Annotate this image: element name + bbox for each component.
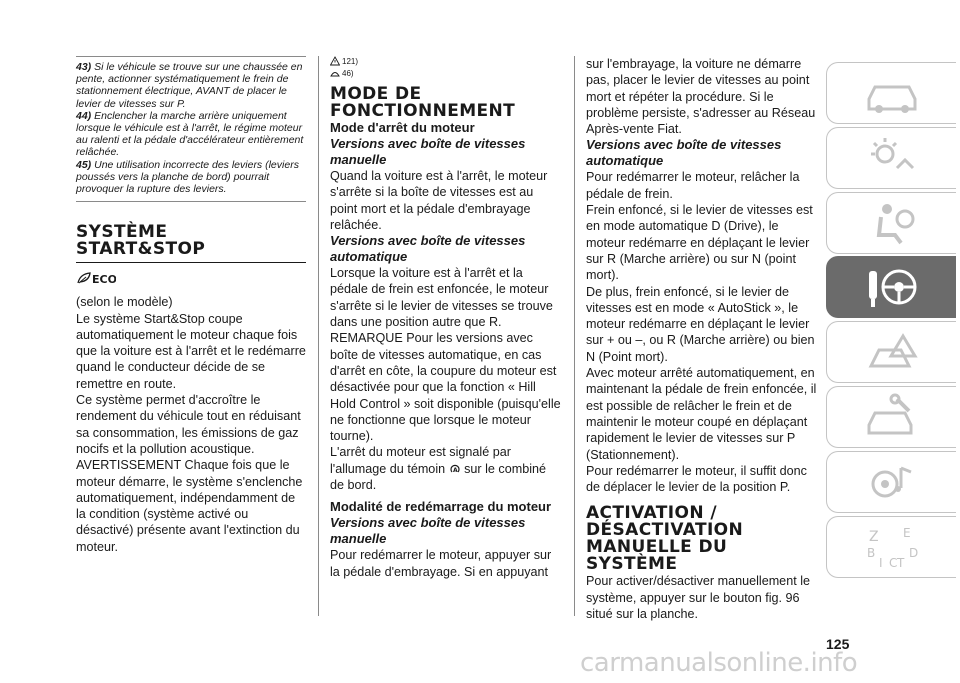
- section-heading-start-stop: SYSTÈME START&STOP: [76, 224, 306, 263]
- paragraph: De plus, frein enfoncé, si le levier de vitesses est en mode « AutoStick », le moteur redémarre en déplaçant le levier sur + ou –, ou R (Marche arrière) ou bien N (Point mort).: [586, 284, 815, 364]
- seat-airbag-icon: [861, 199, 923, 247]
- paragraph: Avec moteur arrêté automatiquement, en maintenant la pédale de frein enfoncée, il est possible de relâcher le frein et de maintenir le moteur coupé en déplaçant rapidement le levier de vitesses sur P (Stationnement).: [586, 366, 817, 462]
- svg-text:Z: Z: [868, 528, 879, 545]
- note-43: 43) Si le véhicule se trouve sur une chaussée en pente, actionner systématiquement le frein de stationnement électrique, AVANT de placer le levier de vitesses sur P.: [76, 61, 303, 110]
- column-divider: [318, 56, 319, 616]
- tab-car-dashboard[interactable]: [826, 62, 956, 124]
- column-divider: [574, 56, 575, 616]
- tab-car-accident[interactable]: [826, 321, 956, 383]
- paragraph: Pour redémarrer le moteur, relâcher la pédale de frein.: [586, 170, 800, 201]
- subheading: Versions avec boîte de vitesses automatique: [586, 137, 782, 169]
- paragraph: REMARQUE Pour les versions avec boîte de vitesses automatique, en cas d'arrêt en côte, la coupure du moteur est désactivée pour que la fonction « Hill Hold Control » soit disponible (puisqu'elle ne fonctionne que lorsque le moteur tourne).: [330, 331, 561, 444]
- column-left: [76, 56, 306, 555]
- car-accident-icon: [861, 328, 923, 376]
- svg-text:I: I: [878, 555, 883, 570]
- tab-lights-warning[interactable]: [826, 127, 956, 189]
- watermark: carmanualsonline.info: [580, 648, 858, 678]
- svg-text:A: A: [452, 466, 458, 474]
- paragraph: Pour redémarrer le moteur, appuyer sur la pédale d'embrayage. Si en appuyant: [330, 548, 552, 579]
- key-steering-wheel-icon: [861, 263, 923, 311]
- chapter-tabs: [826, 62, 960, 580]
- caution-icon: [330, 68, 340, 78]
- svg-text:ECO: ECO: [92, 273, 116, 286]
- multimedia-icon: [861, 458, 923, 506]
- paragraph: AVERTISSEMENT Chaque fois que le moteur démarre, le système s'enclenche automatiquement, indépendamment de la condition (système activé ou désactivé) présente avant l'extinction du moteur.: [76, 458, 303, 554]
- paragraph: L'arrêt du moteur est signalé par l'allumage du témoin A sur le combiné de bord.: [330, 445, 547, 493]
- eco-leaf-icon: [76, 271, 306, 290]
- start-stop-warning-icon: [449, 463, 461, 475]
- alphabetical-index-icon: [861, 523, 923, 571]
- paragraph: (selon le modèle): [76, 295, 173, 310]
- paragraph: Lorsque la voiture est à l'arrêt et la pédale de frein est enfoncée, le moteur s'arrête si le levier de vitesses se trouve dans une position autre que R.: [330, 266, 553, 330]
- subheading: Versions avec boîte de vitesses automatique: [330, 233, 526, 265]
- subheading: Mode d'arrêt du moteur: [330, 120, 475, 135]
- wrench-car-icon: [861, 393, 923, 441]
- paragraph: Pour activer/désactiver manuellement le système, appuyer sur le bouton fig. 96 situé sur la planche.: [586, 574, 810, 622]
- warning-ref-121: 121): [330, 56, 562, 66]
- page-number: 125: [826, 636, 850, 652]
- tab-multimedia[interactable]: [826, 451, 956, 513]
- svg-text:T: T: [896, 555, 904, 570]
- section-heading-mode: MODE DE: [330, 84, 422, 104]
- paragraph: Ce système permet d'accroître le rendement du véhicule tout en réduisant sa consommation, les émissions de gaz nocifs et la pollution acoustique.: [76, 393, 301, 456]
- subheading: Versions avec boîte de vitesses manuelle: [330, 515, 526, 547]
- warnings-box: [76, 56, 306, 202]
- subheading: Versions avec boîte de vitesses manuelle: [330, 136, 526, 167]
- paragraph: sur l'embrayage, la voiture ne démarre pas, placer le levier de vitesses au point mort et répéter la procédure. Si le problème persiste, s'adresser au Réseau Après-vente Fiat.: [586, 57, 816, 137]
- svg-text:B: B: [866, 545, 875, 560]
- svg-text:E: E: [902, 525, 911, 540]
- paragraph: Le système Start&Stop coupe automatiquement le moteur chaque fois que la voiture est à l'arrêt et le redémarre quand le conducteur décide de se remettre en route.: [76, 311, 306, 391]
- svg-text:C: C: [888, 555, 897, 570]
- lights-warning-icon: [861, 134, 923, 182]
- tab-seat-airbag[interactable]: [826, 192, 956, 254]
- paragraph: Frein enfoncé, si le levier de vitesses est en mode automatique D (Drive), le moteur redémarre en déplaçant le levier sur R (Marche arrière) ou sur N (point mort).: [586, 203, 813, 283]
- subheading: Modalité de redémarrage du moteur: [330, 499, 552, 515]
- car-dashboard-icon: [861, 69, 923, 117]
- column-middle: 121) 46) MODE DE FONCTIONNEMENT Mode d'arrêt du moteur Versions avec boîte de vitesses manuelle Quand la voiture est à l'arrêt, le moteur s'arrête si la boîte de vitesses est au point mort et la pédale d'embrayage relâchée. Versions avec boîte de vitesses automatique Lorsque la voiture est à l'arrêt et la pédale de frein est enfoncée, le moteur s'arrête si le levier de vitesses se trouve dans une position autre que R. REMARQUE Pour les versions avec boîte de vitesses automatique, en cas d'arrêt en côte, la coupure du moteur est désactivée pour que la fonction « Hill Hold Control » soit disponible (puisqu'elle ne fonctionne que lorsque le moteur tourne). L'arrêt du moteur est signalé par l'allumage du témoin A sur le combiné de bord. Modalité de redémarrage du moteur Versions avec boîte de vitesses manuelle Pour redémarrer le moteur, appuyer sur la pédale d'embrayage. Si en appuyant: [330, 56, 561, 579]
- tab-alphabetical-index[interactable]: [826, 516, 956, 578]
- tab-key-steering-wheel[interactable]: [826, 256, 956, 318]
- paragraph: Pour redémarrer le moteur, il suffit donc de déplacer le levier de la position P.: [586, 463, 807, 495]
- section-heading-activation: ACTIVATION /: [586, 503, 717, 524]
- note-44: 44) Enclencher la marche arrière uniquement lorsque le véhicule est à l'arrêt, le régime moteur au ralenti et la pédale d'accélérateur entièrement relâchée.: [76, 109, 304, 159]
- tab-wrench-car[interactable]: [826, 386, 956, 448]
- paragraph: Quand la voiture est à l'arrêt, le moteur s'arrête si la boîte de vitesses est au point mort et la pédale d'embrayage relâchée.: [330, 169, 548, 232]
- note-45: 45) Une utilisation incorrecte des leviers (leviers poussés vers la planche de bord) pourrait provoquer la rupture des leviers.: [76, 158, 299, 196]
- caution-ref-46: 46): [330, 68, 562, 78]
- svg-text:D: D: [908, 545, 918, 560]
- warning-triangle-icon: [330, 56, 340, 66]
- column-right: sur l'embrayage, la voiture ne démarre pas, placer le levier de vitesses au point mort et répéter la procédure. Si le problème persiste, s'adresser au Réseau Après-vente Fiat. Versions avec boîte de vitesses automatique Pour redémarrer le moteur, relâcher la pédale de frein. Frein enfoncé, si le levier de vitesses est en mode automatique D (Drive), le moteur redémarre en déplaçant le levier sur R (Marche arrière) ou sur N (point mort). De plus, frein enfoncé, si le levier de vitesses est en mode « AutoStick », le moteur redémarre en déplaçant le levier sur + ou –, ou R (Marche arrière) ou bien N (Point mort). Avec moteur arrêté automatiquement, en maintenant la pédale de frein enfoncée, il est possible de relâcher le frein et de maintenir le moteur coupé en déplaçant rapidement le levier de vitesses sur P (Stationnement). Pour redémarrer le moteur, il suffit donc de déplacer le levier de la position P. ACTIVATION / DÉSACTIVATION MANUELLE DU SYSTÈME Pour activer/désactiver manuellement le système, appuyer sur le bouton fig. 96 situé sur la planche.: [586, 57, 817, 622]
